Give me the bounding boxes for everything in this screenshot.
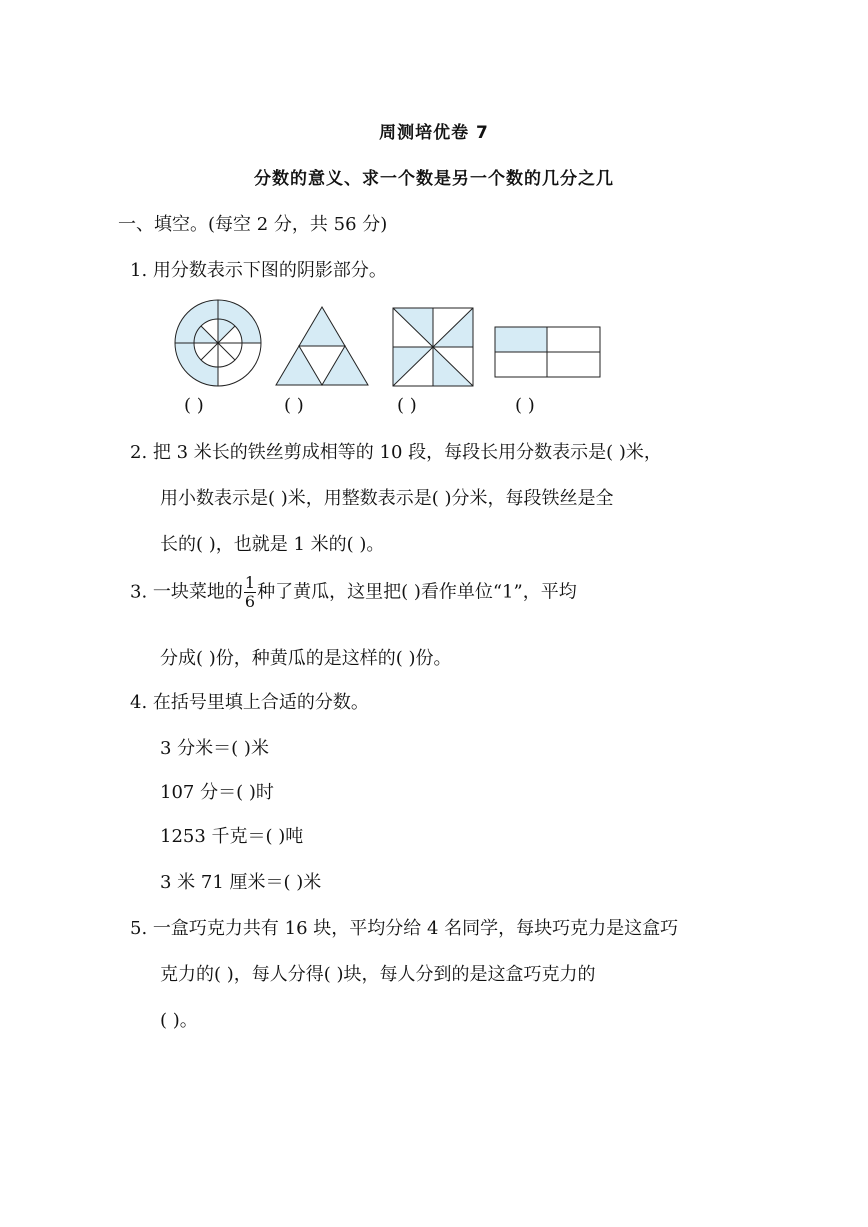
answer-blank-3[interactable]: ( ) [397,395,417,416]
question-4-item-3: 1253 千克＝( )吨 [160,826,304,847]
question-4-item-1: 3 分米＝( )米 [160,738,269,759]
fraction-denominator: 6 [244,592,256,611]
triangle-figure [274,305,370,387]
page-title: 周测培优卷 7 [379,123,489,143]
answer-blank-1[interactable]: ( ) [184,395,204,416]
page-subtitle: 分数的意义、求一个数是另一个数的几分之几 [254,169,614,189]
question-2-line-2: 用小数表示是( )米，用整数表示是( )分米，每段铁丝是全 [160,488,614,509]
question-2-line-1: 2. 把 3 米长的铁丝剪成相等的 10 段，每段长用分数表示是( )米， [130,442,662,463]
question-4-item-2: 107 分＝( )时 [160,782,274,803]
answer-blank-4[interactable]: ( ) [515,395,535,416]
question-5-line-3: ( )。 [160,1010,198,1031]
square-figure [392,307,474,387]
answer-blank-2[interactable]: ( ) [284,395,304,416]
question-1: 1. 用分数表示下图的阴影部分。 [130,260,387,281]
question-3-line-1 [130,574,577,611]
question-3-post: 种了黄瓜，这里把( )看作单位“1”，平均 [257,581,577,603]
question-2-line-3: 长的( )，也就是 1 米的( )。 [160,534,385,555]
question-3-line-2: 分成( )份，种黄瓜的是这样的( )份。 [160,648,452,669]
fraction-one-sixth [244,574,256,611]
question-5-line-1: 5. 一盒巧克力共有 16 块，平均分给 4 名同学，每块巧克力是这盒巧 [130,918,679,939]
rectangle-figure [494,326,602,378]
question-5-line-2: 克力的( )，每人分得( )块，每人分到的是这盒巧克力的 [160,964,596,985]
question-3-pre: 3. 一块菜地的 [130,581,243,603]
fraction-numerator: 1 [244,573,256,592]
question-4: 4. 在括号里填上合适的分数。 [130,692,369,713]
circle-figure [168,298,268,388]
question-4-item-4: 3 米 71 厘米＝( )米 [160,872,322,893]
section-heading: 一、填空。(每空 2 分，共 56 分) [118,214,388,235]
